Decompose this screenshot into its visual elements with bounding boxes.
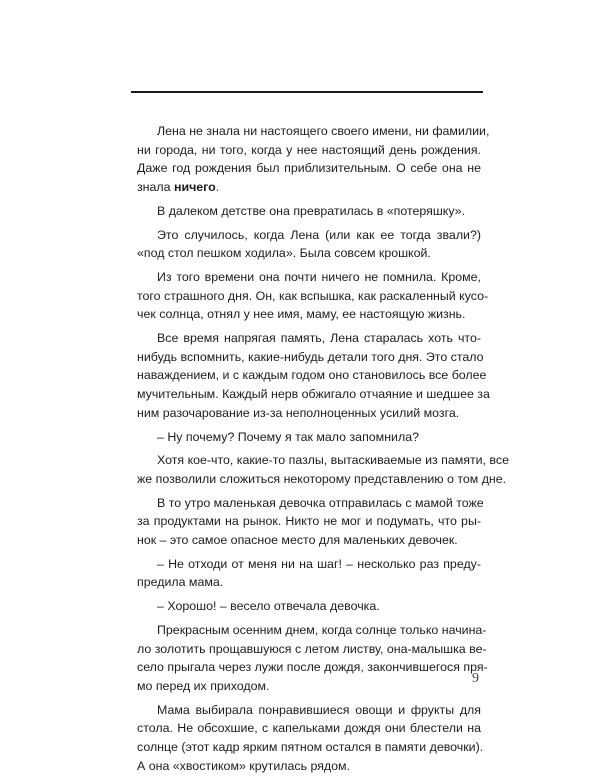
text-line: чек солнца, отнял у нее имя, маму, ее настоящую жизнь. [137, 307, 466, 322]
text-line: же позволили сложиться некоторому представлению о том дне. [137, 471, 507, 486]
text-line: Мама выбирала понравившиеся овощи и фрукты для [157, 702, 481, 717]
text-line: «под стол пешком ходила». Была совсем крошкой. [137, 246, 431, 261]
paragraph-11 [137, 621, 488, 696]
paragraph-1 [137, 122, 490, 197]
text-line: ни города, ни того, когда у нее настоящий день рождения. [137, 142, 481, 157]
text-fragment: . [215, 180, 220, 195]
paragraph-5 [137, 329, 490, 423]
text-line: село прыгала через лужи после дождя, закончившегося пря- [137, 660, 488, 675]
text-line: нок – это самое опасное место для маленьких девочек. [137, 533, 458, 548]
text-line: – Хорошо! – весело отвечала девочка. [157, 599, 380, 614]
text-line: Это случилось, когда Лена (или как ее тогда звали?) [157, 227, 481, 242]
text-line: Все время напрягая память, Лена старалась хоть что- [157, 331, 481, 346]
text-line: Прекрасным осенним днем, когда солнце только начина- [157, 622, 487, 637]
text-line: А она «хвостиком» крутилась рядом. [137, 758, 351, 773]
text-line: за продуктами на рынок. Никто не мог и подумать, что ры- [137, 514, 481, 529]
text-line: солнце (этот кадр ярким пятном остался в памяти девочки). [137, 740, 484, 755]
text-line: Из того времени она почти ничего не помнила. Кроме, [157, 269, 481, 284]
paragraph-4 [137, 268, 489, 324]
text-line: – Не отходи от меня ни на шаг! – несколько раз преду- [157, 556, 481, 571]
text-line: Лена не знала ни настоящего своего имени, ни фамилии, [157, 124, 490, 138]
text-line: – Ну почему? Почему я так мало запомнила? [157, 429, 419, 444]
text-line: ло золотить прощавшуюся с летом листву, она-малышка ве- [137, 641, 487, 656]
text-line: В далеком детстве она превратилась в «потеряшку». [157, 203, 466, 218]
text-line: В то утро маленькая девочка отправилась с мамой тоже [157, 495, 484, 510]
emphasis-word: ничего [173, 180, 216, 195]
paragraph-12 [137, 701, 484, 776]
text-line: Даже год рождения был приблизительным. О себе она не [137, 161, 481, 176]
paragraph-10 [137, 597, 481, 616]
text-fragment: знала [137, 180, 174, 195]
text-line: Хотя кое-что, какие-то пазлы, вытаскиваемые из памяти, все [157, 453, 509, 468]
text-line: мо перед их приходом. [137, 678, 270, 693]
body-text [137, 122, 509, 776]
text-line: наваждением, и с каждым годом оно становилось все более [137, 368, 487, 383]
text-line: того страшного дня. Он, как вспышка, как раскаленный кусо- [137, 288, 489, 303]
text-line: мучительным. Каждый нерв обжигало отчаяние и шедшее за [137, 387, 490, 402]
paragraph-8 [137, 494, 484, 550]
paragraph-7 [137, 451, 509, 488]
text-line: нибудь вспомнить, какие-нибудь детали того дня. Это стало [137, 349, 484, 364]
text-line: ним разочарование из-за неполноценных усилий мозга. [137, 405, 460, 420]
paragraph-3 [137, 226, 481, 263]
text-line [137, 178, 481, 197]
text-line: предила мама. [137, 575, 224, 590]
page-number: 9 [472, 671, 479, 686]
text-line: стола. Не обсохшие, с капельками дождя они блестели на [137, 721, 481, 736]
paragraph-6 [137, 428, 481, 447]
header-rule [131, 91, 483, 93]
paragraph-9 [137, 555, 481, 592]
paragraph-2 [137, 202, 481, 221]
